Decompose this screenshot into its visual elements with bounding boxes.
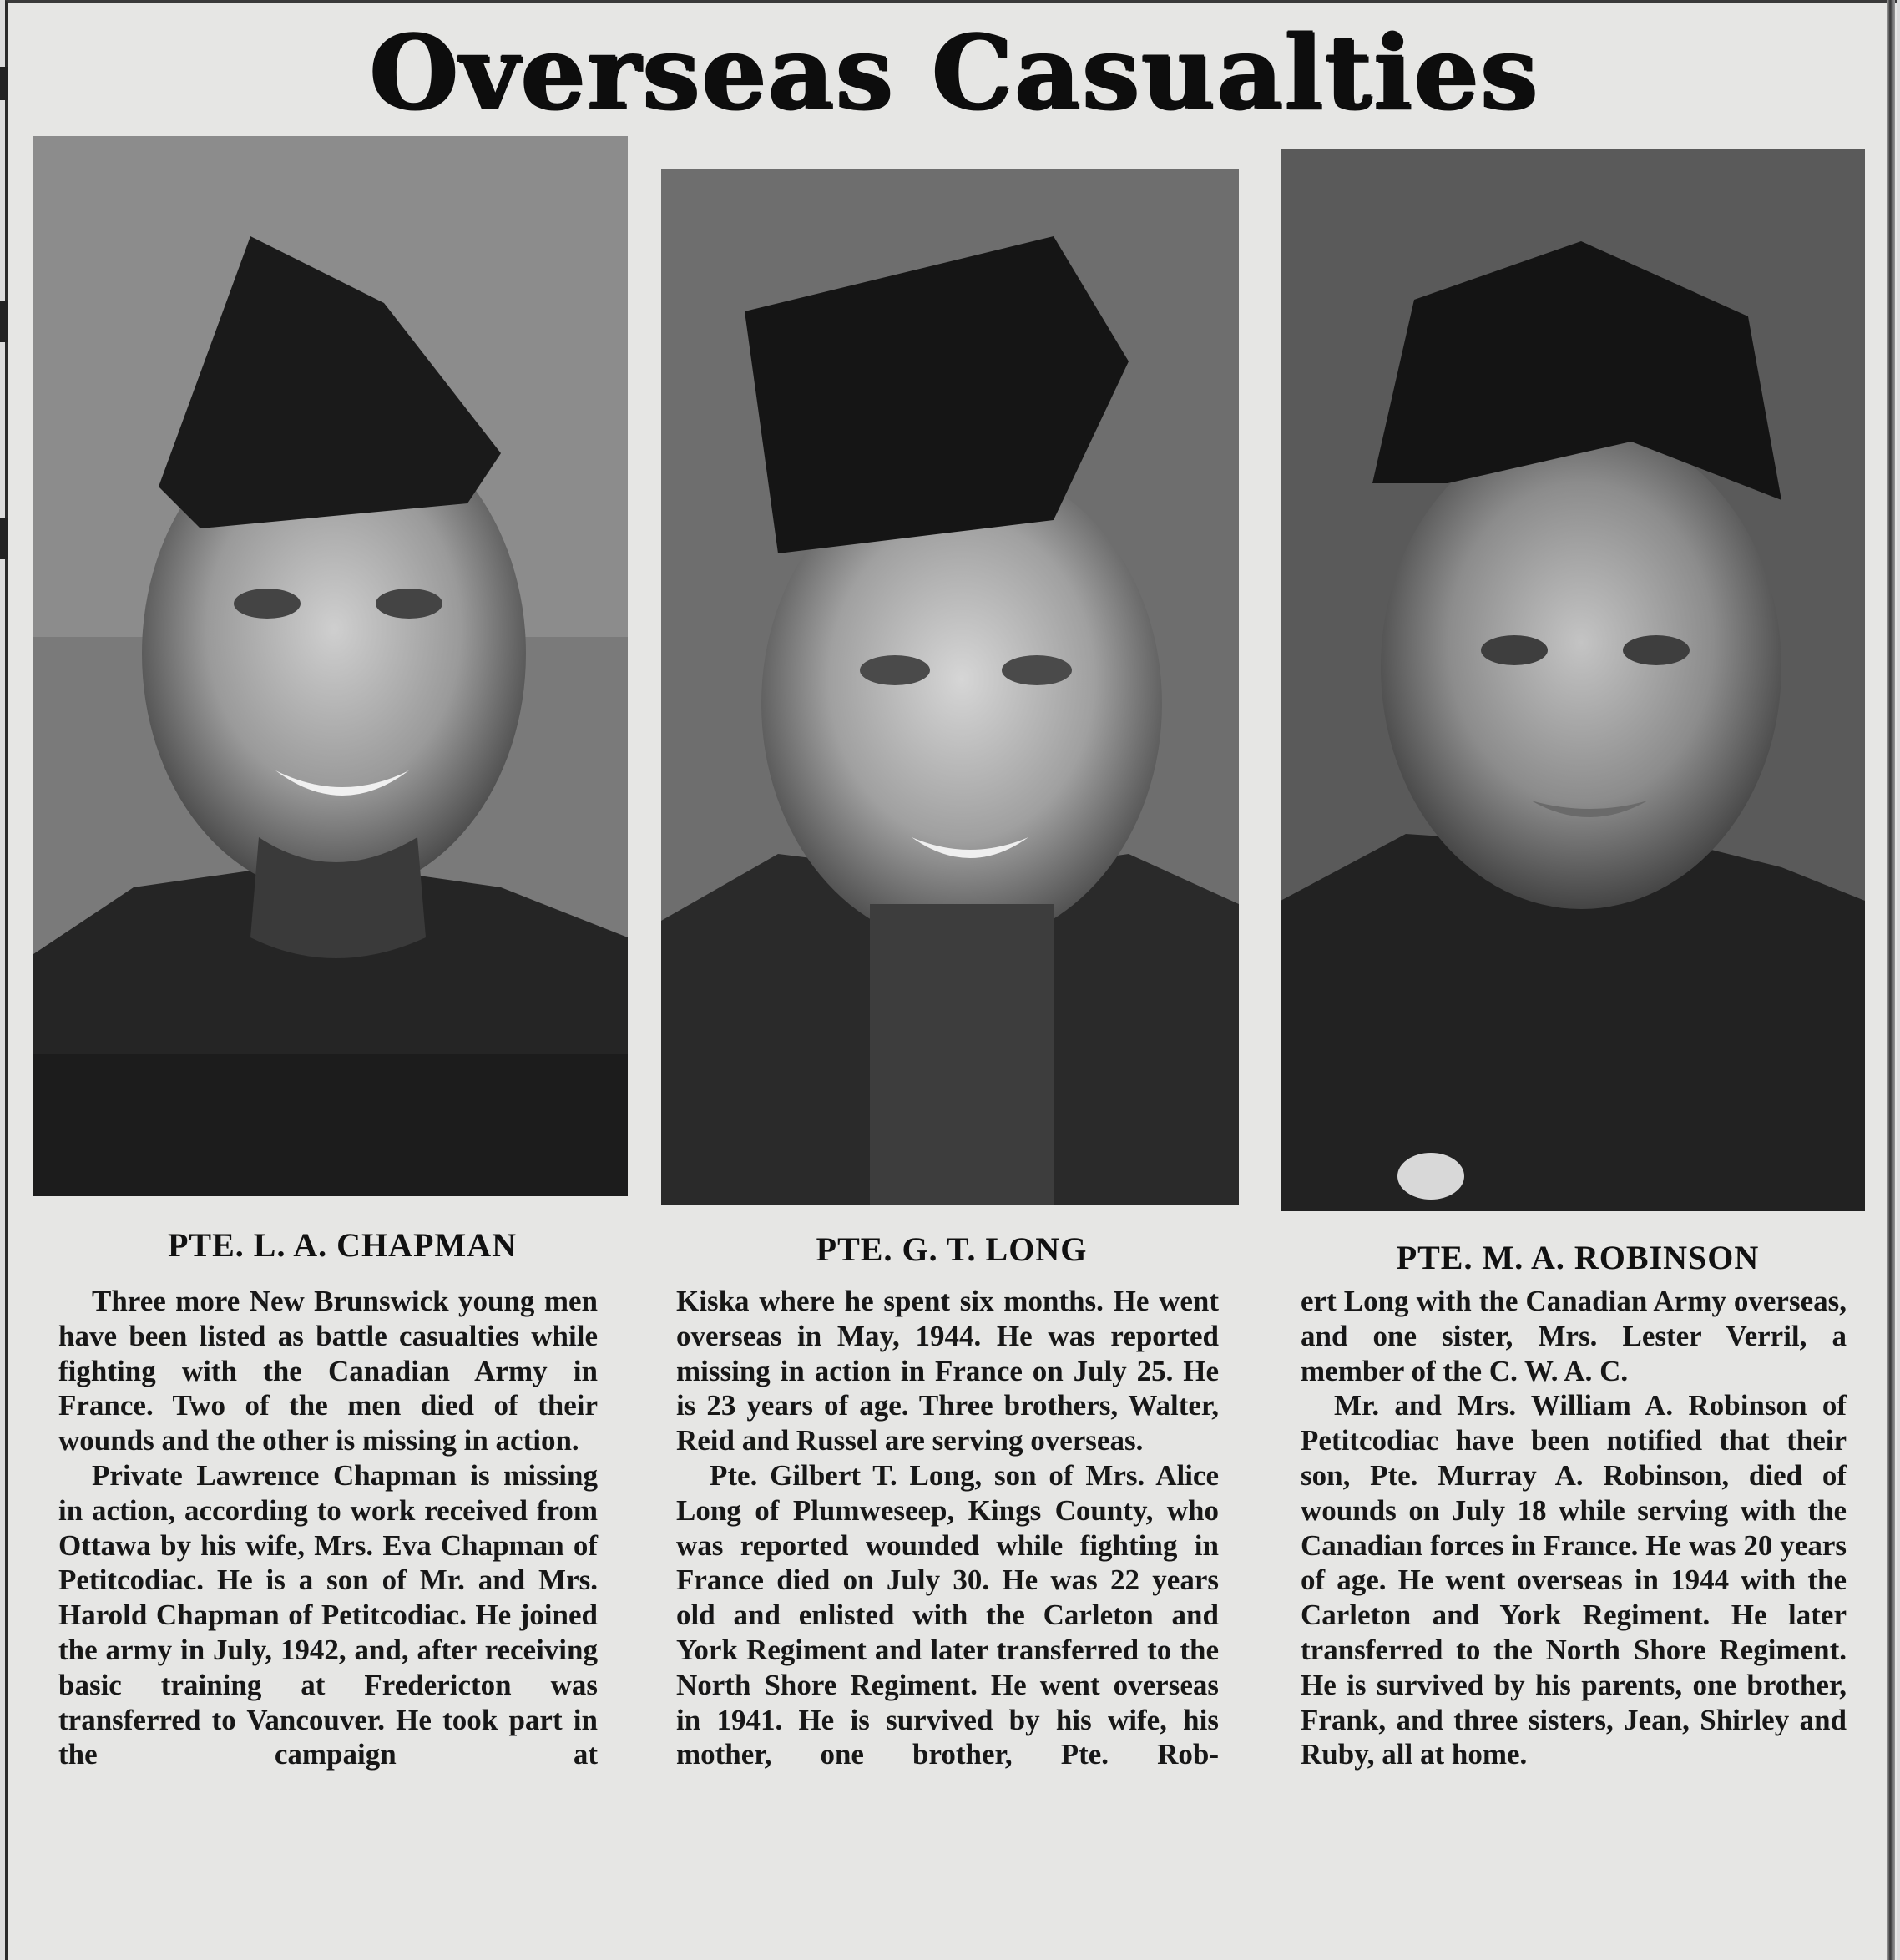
paragraph: Pte. Gilbert T. Long, son of Mrs. Alice Long of Plumweseep, Kings County, who was reported wounded while fighting in France died on July 30. He was 22 years old and enlisted with the Carleton and York Regiment and later transferred to the North Shore Regiment. He went overseas in 1941. He is survived by his wife, his mother, one brother, Pte. Rob- [676,1458,1219,1771]
right-column-rule [1887,0,1895,1960]
soldier-portrait-chapman [33,136,628,1196]
caption-long: PTE. G. T. LONG [816,1230,1088,1268]
headline: Overseas Casualties [369,12,1539,132]
paragraph: Private Lawrence Chapman is missing in action, according to work received from Ottawa by his wife, Mrs. Eva Chapman of Petitcodiac. He is a son of Mr. and Mrs. Harold Chapman of Petitcodiac. He joined the army in July, 1942, and, after receiving basic training at Fredericton was transferred to Vancouver. He took part in the campaign at [58,1458,598,1771]
caption-robinson: PTE. M. A. ROBINSON [1396,1239,1760,1276]
photo-robinson [1281,149,1865,1211]
article-column-2 [676,1284,1219,1772]
newspaper-clipping [5,0,1897,1960]
article-column-3 [1301,1284,1847,1772]
paragraph: Three more New Brunswick young men have been listed as battle casualties while fighting with the Canadian Army in France. Two of the men died of their wounds and the other is missing in action. [58,1285,598,1457]
article-column-1 [58,1284,598,1772]
paragraph: Kiska where he spent six months. He went overseas in May, 1944. He was reported missing in action in France on July 25. He is 23 years of age. Three brothers, Walter, Reid and Russel are serving overseas. [676,1285,1219,1457]
soldier-portrait-long [661,169,1239,1205]
soldier-portrait-robinson [1281,149,1865,1211]
left-edge-marks [0,50,12,634]
paragraph: ert Long with the Canadian Army overseas, and one sister, Mrs. Lester Verril, a member of the C. W. A. C. [1301,1285,1847,1387]
caption-chapman: PTE. L. A. CHAPMAN [168,1226,517,1264]
photo-chapman [33,136,628,1196]
paragraph: Mr. and Mrs. William A. Robinson of Petitcodiac have been notified that their son, Pte. Murray A. Robinson, died of wounds on July 18 while serving with the Canadian forces in France. He was 20 years of age. He went overseas in 1944 with the Carleton and York Regiment. He later transferred to the North Shore Regiment. He is survived by his parents, one brother, Frank, and three sisters, Jean, Shirley and Ruby, all at home. [1301,1389,1847,1771]
photo-long [661,169,1239,1205]
